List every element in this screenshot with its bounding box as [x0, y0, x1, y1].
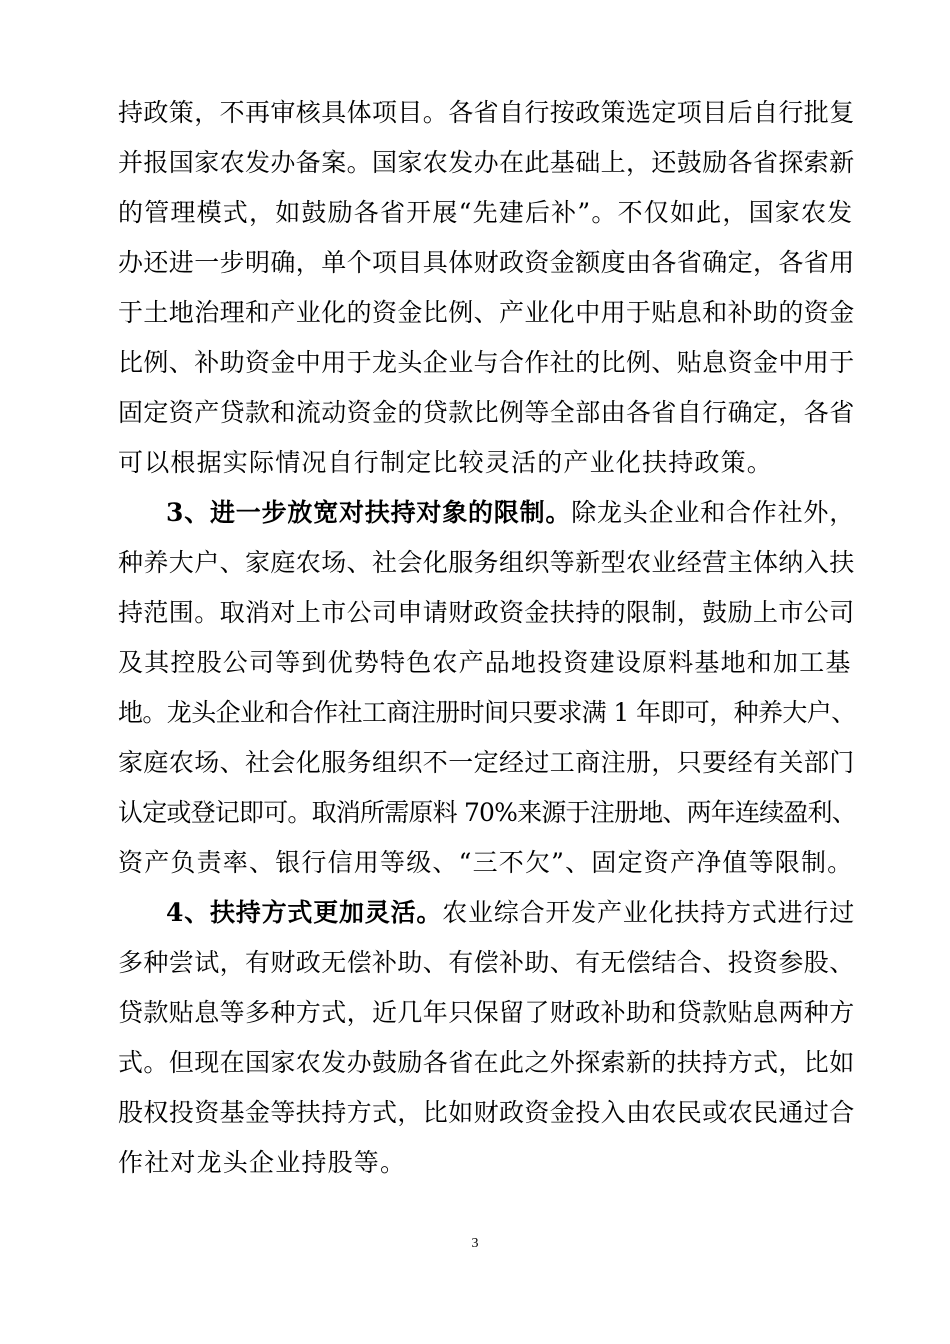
section-heading: 4、扶持方式更加灵活。: [166, 898, 443, 927]
paragraph-line: 认定或登记即可。取消所需原料 70%来源于注册地、两年连续盈利、: [118, 798, 856, 827]
page-number: 3: [471, 1236, 479, 1251]
paragraph-line: 家庭农场、社会化服务组织不一定经过工商注册，只要经有关部门: [118, 748, 855, 777]
paragraph-line: 持范围。取消对上市公司申请财政资金扶持的限制，鼓励上市公司: [118, 598, 855, 627]
paragraph-line: 于土地治理和产业化的资金比例、产业化中用于贴息和补助的资金: [118, 298, 855, 327]
paragraph-line: 固定资产贷款和流动资金的贷款比例等全部由各省自行确定，各省: [118, 398, 855, 427]
paragraph-text: 除龙头企业和合作社外，: [571, 498, 856, 527]
paragraph-line: 种养大户、家庭农场、社会化服务组织等新型农业经营主体纳入扶: [118, 548, 855, 577]
paragraph-line: 贷款贴息等多种方式，近几年只保留了财政补助和贷款贴息两种方: [118, 998, 855, 1027]
paragraph-line: 资产负责率、银行信用等级、“三不欠”、固定资产净值等限制。: [118, 848, 854, 877]
paragraph-first-line: [166, 498, 858, 528]
paragraph-line: 的管理模式，如鼓励各省开展“先建后补”。不仅如此，国家农发: [118, 198, 854, 227]
paragraph-line: 股权投资基金等扶持方式，比如财政资金投入由农民或农民通过合: [118, 1098, 855, 1127]
paragraph-line: 持政策，不再审核具体项目。各省自行按政策选定项目后自行批复: [118, 98, 855, 127]
paragraph-first-line: [166, 898, 858, 928]
paragraph-line: 多种尝试，有财政无偿补助、有偿补助、有无偿结合、投资参股、: [118, 948, 855, 977]
section-heading: 3、进一步放宽对扶持对象的限制。: [166, 498, 572, 527]
paragraph-line: 及其控股公司等到优势特色农产品地投资建设原料基地和加工基: [118, 648, 852, 677]
paragraph-line: 可以根据实际情况自行制定比较灵活的产业化扶持政策。: [118, 448, 774, 477]
paragraph-line: 并报国家农发办备案。国家农发办在此基础上，还鼓励各省探索新: [118, 148, 855, 177]
paragraph-text: 农业综合开发产业化扶持方式进行过: [442, 898, 856, 927]
paragraph-line: 办还进一步明确，单个项目具体财政资金额度由各省确定，各省用: [118, 248, 855, 277]
paragraph-line: 作社对龙头企业持股等。: [118, 1148, 407, 1177]
paragraph-line: 式。但现在国家农发办鼓励各省在此之外探索新的扶持方式，比如: [118, 1048, 855, 1077]
paragraph-line: 地。龙头企业和合作社工商注册时间只要求满 1 年即可，种养大户、: [118, 698, 856, 727]
paragraph-line: 比例、补助资金中用于龙头企业与合作社的比例、贴息资金中用于: [118, 348, 855, 377]
